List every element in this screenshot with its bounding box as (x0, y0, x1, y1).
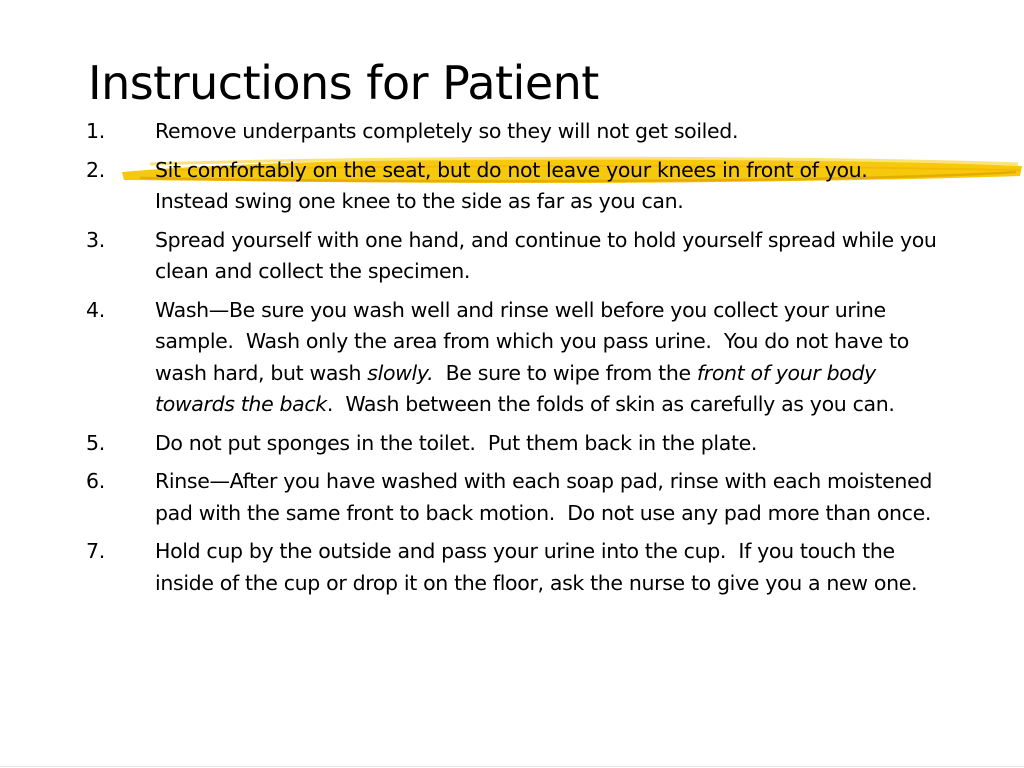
text-segment: Wash—Be sure you wash well and rinse well before you collect your urine sample. Wash only the area from which you pass urine. You do not have to wash hard, but wash (155, 297, 916, 385)
instruction-item (86, 536, 946, 599)
instruction-item (86, 428, 946, 460)
item-number: 7. (86, 539, 105, 563)
item-text (155, 225, 946, 288)
item-number: 6. (86, 469, 105, 493)
text-segment: Remove underpants completely so they will not get soiled. (155, 119, 739, 143)
emphasis-text: slowly. (367, 360, 434, 385)
item-number: 5. (86, 430, 105, 455)
item-text (155, 428, 946, 460)
text-segment: . Wash between the folds of skin as carefully as you can. (326, 392, 895, 416)
instruction-item (86, 116, 946, 148)
instruction-item (86, 295, 946, 421)
bottom-divider (0, 766, 1024, 767)
instruction-item (86, 466, 946, 529)
emphasis-text: front of your body towards the back (155, 360, 883, 416)
item-text (155, 295, 946, 421)
item-number: 4. (86, 297, 105, 322)
item-number: 3. (86, 227, 105, 252)
text-segment: Do not put sponges in the toilet. Put them back in the plate. (155, 430, 758, 455)
text-segment: Sit comfortably on the seat, but do not leave your knees in front of you. Instead swing one knee to the side as far as you can. (155, 157, 880, 213)
item-text (155, 155, 946, 218)
text-segment: Spread yourself with one hand, and continue to hold yourself spread while you clean and collect the specimen. (155, 227, 943, 283)
item-text (155, 466, 946, 529)
text-segment: Rinse—After you have washed with each soap pad, rinse with each moistened pad with the same front to back motion. Do not use any pad more than once. (155, 469, 939, 525)
item-number: 1. (86, 119, 105, 143)
item-text (155, 116, 946, 148)
instruction-list (86, 116, 946, 606)
text-segment: Be sure to wipe from the (433, 360, 697, 385)
instruction-item (86, 155, 946, 218)
item-number: 2. (86, 157, 105, 182)
item-text (155, 536, 946, 599)
text-segment: Hold cup by the outside and pass your urine into the cup. If you touch the inside of the cup or drop it on the floor, ask the nurse to give you a new one. (155, 539, 918, 595)
slide-title: Instructions for Patient (88, 56, 599, 110)
instruction-item (86, 225, 946, 288)
